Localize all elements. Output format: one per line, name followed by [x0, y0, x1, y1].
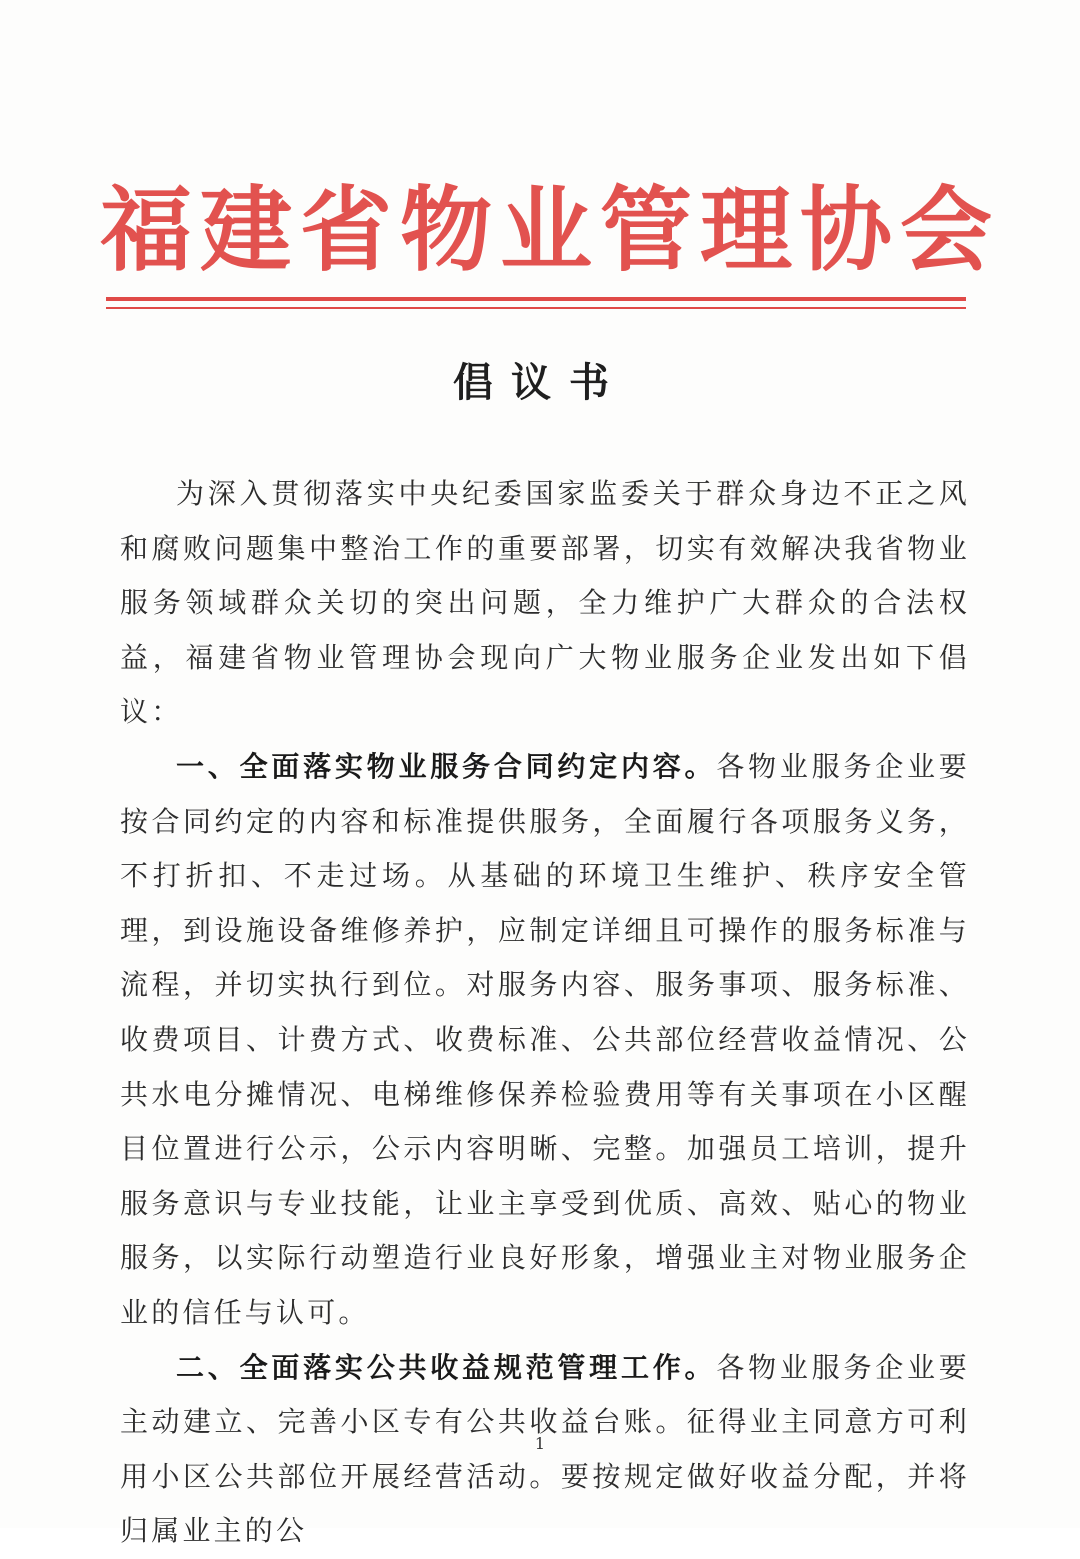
- section-1-paragraph: [120, 740, 970, 1341]
- section-1-text: 各物业服务企业要按合同约定的内容和标准提供服务，全面履行各项服务义务，不打折扣、不走过场。从基础的环境卫生维护、秩序安全管理，到设施设备维修养护，应制定详细且可操作的服务标准与流程，并切实执行到位。对服务内容、服务事项、服务标准、收费项目、计费方式、收费标准、公共部位经营收益情况、公共水电分摊情况、电梯维修保养检验费用等有关事项在小区醒目位置进行公示，公示内容明晰、完整。加强员工培训，提升服务意识与专业技能，让业主享受到优质、高效、贴心的物业服务，以实际行动塑造行业良好形象，增强业主对物业服务企业的信任与认可。: [120, 749, 970, 1329]
- section-1-heading: 一、全面落实物业服务合同约定内容。: [176, 749, 717, 783]
- intro-paragraph: 为深入贯彻落实中央纪委国家监委关于群众身边不正之风和腐败问题集中整治工作的重要部署，切实有效解决我省物业服务领域群众关切的突出问题，全力维护广大群众的合法权益，福建省物业管理协会现向广大物业服务企业发出如下倡议：: [120, 477, 970, 729]
- masthead-title: 福建省物业管理协会: [100, 176, 1001, 284]
- masthead-rule-thick: [106, 297, 966, 301]
- section-2-text: 各物业服务企业要主动建立、完善小区专有公共收益台账。征得业主同意方可利用小区公共部位开展经营活动。要按规定做好收益分配，并将归属业主的公: [120, 1350, 970, 1548]
- document-title: 倡议书: [453, 359, 627, 406]
- masthead-rule-thin: [106, 307, 966, 309]
- section-2-heading: 二、全面落实公共收益规范管理工作。: [176, 1350, 717, 1384]
- document-body: [120, 467, 970, 1559]
- page-number: 1: [534, 1434, 546, 1453]
